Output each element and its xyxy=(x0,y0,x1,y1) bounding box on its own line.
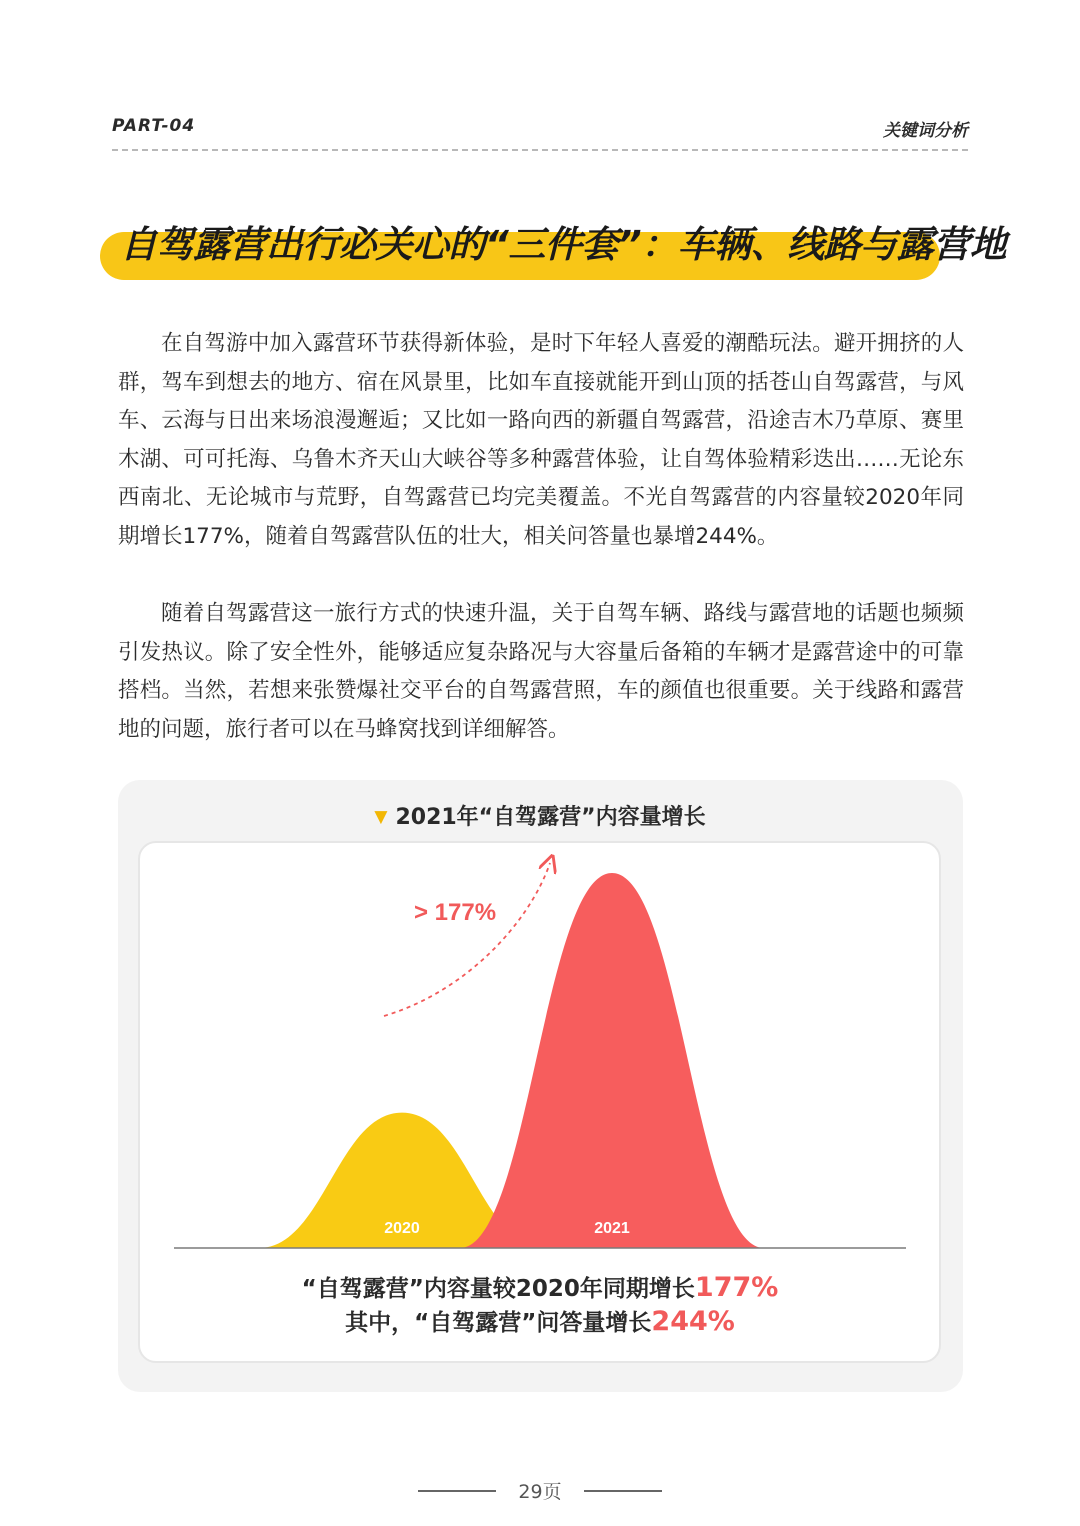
caption-1-text: “自驾露营”内容量较2020年同期增长 xyxy=(301,1276,695,1302)
growth-arrow-icon xyxy=(384,863,550,1016)
body-paragraph-1: 在自驾游中加入露营环节获得新体验，是时下年轻人喜爱的潮酷玩法。避开拥挤的人群，驾车到想去的地方、宿在风景里，比如车直接就能开到山顶的括苍山自驾露营，与风车、云海与日出来场浪漫邂逅；又比如一路向西的新疆自驾露营，沿途吉木乃草原、赛里木湖、可可托海、乌鲁木齐天山大峡谷等多种露营体验，让自驾体验精彩迭出……无论东西南北、无论城市与荒野，自驾露营已均完美覆盖。不光自驾露营的内容量较2020年同期增长177%，随着自驾露营队伍的壮大，相关问答量也暴增244%。 xyxy=(118,331,964,549)
caption-1-value: 177% xyxy=(694,1272,779,1303)
chart-card-title-text: 2021年“自驾露营”内容量增长 xyxy=(395,805,706,830)
growth-annotation: > 177% xyxy=(414,899,497,926)
header-part-label: PART-04 xyxy=(112,116,196,136)
area-label-2021: 2021 xyxy=(594,1220,630,1237)
body-paragraph-2: 随着自驾露营这一旅行方式的快速升温，关于自驾车辆、路线与露营地的话题也频频引发热议。除了安全性外，能够适应复杂路况与大容量后备箱的车辆才是露营途中的可靠搭档。当然，若想来张赞爆社交平台的自驾露营照，车的颜值也很重要。关于线路和露营地的问题，旅行者可以在马蜂窝找到详细解答。 xyxy=(118,601,964,742)
page-title: 自驾露营出行必关心的“三件套”：车辆、线路与露营地 xyxy=(120,223,1007,266)
caption-line-1 xyxy=(0,1270,1080,1303)
triangle-down-icon: ▼ xyxy=(374,807,388,827)
chart-card-title xyxy=(0,800,1080,831)
footer-right-line xyxy=(584,1490,662,1492)
footer-page-number: 29页 xyxy=(518,1481,562,1503)
growth-chart xyxy=(138,841,941,1261)
caption-2-value: 244% xyxy=(651,1306,735,1337)
caption-line-2 xyxy=(0,1304,1080,1337)
area-label-2020: 2020 xyxy=(384,1220,420,1237)
caption-2-text: 其中，“自驾露营”问答量增长 xyxy=(345,1310,652,1336)
header-divider xyxy=(112,149,968,151)
header-section-label: 关键词分析 xyxy=(883,121,968,141)
area-2021 xyxy=(460,873,764,1248)
